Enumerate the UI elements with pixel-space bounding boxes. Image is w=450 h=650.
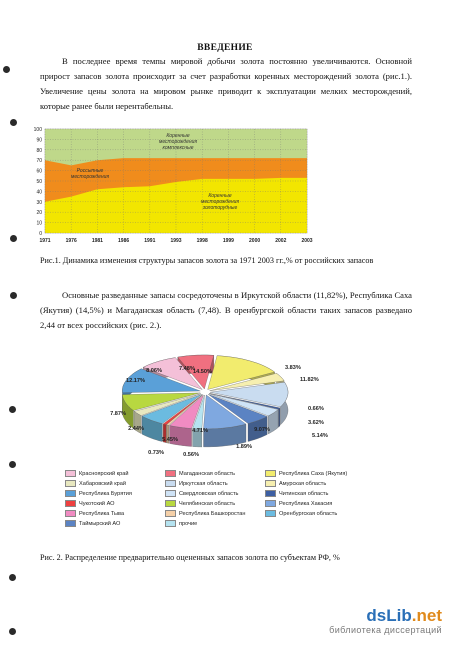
series-label-0: Коренные — [208, 193, 232, 199]
y-tick-label: 0 — [39, 231, 42, 237]
pie-data-label: 2.44% — [128, 426, 144, 432]
series-label-2: комплексные — [162, 145, 194, 151]
x-tick-label: 1971 — [39, 238, 51, 244]
pie-slice-side — [170, 426, 192, 447]
legend-label: Хабаровский край — [79, 480, 127, 487]
pie-data-label: 0.56% — [183, 452, 199, 458]
series-label-0: месторождения — [200, 199, 240, 205]
legend-swatch — [165, 470, 176, 477]
y-tick-label: 40 — [36, 189, 42, 196]
legend-label: Республика Бурятия — [79, 490, 132, 497]
pie-chart — [110, 355, 328, 458]
legend-item — [265, 470, 347, 477]
y-tick-label: 80 — [36, 147, 42, 154]
legend-item — [65, 520, 120, 527]
legend-label: Республика Саха (Якутия) — [279, 470, 348, 477]
legend-item — [265, 480, 326, 487]
watermark — [302, 606, 442, 635]
pie-data-label: 4.71% — [192, 428, 208, 434]
legend-swatch — [265, 470, 276, 477]
pie-data-label: 12.17% — [126, 378, 145, 384]
x-tick-label: 1991 — [144, 238, 156, 244]
legend-swatch — [265, 480, 276, 487]
legend-swatch — [65, 510, 76, 517]
legend-swatch — [165, 490, 176, 497]
legend-swatch — [165, 510, 176, 517]
watermark-logo-tld: .net — [411, 606, 442, 625]
legend-label: Магаданская область — [179, 470, 236, 477]
legend-label: Чукотский АО — [79, 500, 115, 507]
legend-label: Оренбургская область — [279, 510, 338, 517]
legend-item — [165, 510, 245, 517]
legend-item — [65, 470, 128, 477]
legend-swatch — [65, 490, 76, 497]
pie-data-label: 3.83% — [285, 365, 301, 371]
legend-label: Челябинская область — [179, 500, 236, 507]
legend-swatch — [165, 520, 176, 527]
series-label-1: Россыпные — [76, 168, 104, 174]
pie-data-label: 1.89% — [236, 444, 252, 450]
pie-data-label: 0.66% — [308, 406, 324, 412]
legend-item — [265, 500, 332, 507]
pie-data-label: 11.82% — [300, 377, 319, 383]
pie-data-label: 8.06% — [146, 368, 162, 374]
x-tick-label: 2002 — [275, 238, 287, 244]
legend-item — [65, 500, 115, 507]
intro-paragraph: В последнее время темпы мировой добычи золота постоянно увеличиваются. Основной прирост запасов золота происходит за счет разработки коренных месторождений золота (рис.1.). Увеличение цены золота на мировом рынке приводит к эксплуатации мелких месторождений, которые ранее были нерентабельны. — [40, 56, 412, 111]
legend-label: Читинская область — [279, 490, 329, 497]
y-tick-label: 100 — [33, 127, 42, 133]
legend-label: Красноярский край — [79, 470, 129, 477]
pie-data-label: 7.48% — [179, 366, 195, 372]
x-tick-label: 1986 — [118, 238, 130, 244]
legend-swatch — [165, 480, 176, 487]
x-tick-label: 2000 — [249, 238, 261, 244]
reserves-paragraph: Основные разведанные запасы сосредоточены в Иркутской области (11,82%), Республика Саха (Якутия) (14,5%) и Магаданская область (7,48). В оренбургской области таких запасов разведано 2,44 от всех российских (рис. 2.). — [40, 290, 412, 330]
y-tick-label: 30 — [36, 199, 42, 206]
x-tick-label: 2003 — [301, 238, 313, 244]
page-title: ВВЕДЕНИЕ — [197, 43, 253, 53]
legend-swatch — [65, 480, 76, 487]
pie-data-label: 14.50% — [193, 369, 212, 375]
series-label-2: месторождения — [158, 139, 198, 145]
legend-label: прочие — [179, 520, 198, 527]
y-tick-label: 90 — [36, 137, 42, 144]
x-tick-label: 1999 — [222, 238, 234, 244]
area-chart — [34, 127, 313, 244]
legend-item — [65, 490, 132, 497]
pie-data-label: 5.45% — [162, 437, 178, 443]
y-tick-label: 60 — [36, 168, 42, 175]
y-tick-label: 10 — [36, 220, 42, 227]
x-tick-label: 1981 — [91, 238, 103, 244]
pie-data-label: 3.62% — [308, 420, 324, 426]
series-label-1: месторождения — [70, 174, 110, 180]
legend-item — [65, 510, 124, 517]
pie-data-label: 5.14% — [312, 433, 328, 439]
pie-slice-side — [279, 408, 280, 427]
legend-swatch — [65, 520, 76, 527]
x-tick-label: 1993 — [170, 238, 182, 244]
figure-1-caption: Рис.1. Динамика изменения структуры запасов золота за 1971 2003 гг.,% от российских запасов — [40, 256, 374, 265]
x-tick-label: 1976 — [65, 238, 77, 244]
legend-label: Свердловская область — [179, 490, 239, 497]
y-tick-label: 70 — [36, 158, 42, 165]
legend-swatch — [65, 470, 76, 477]
legend-item — [265, 490, 328, 497]
legend-label: Республика Хакасия — [279, 500, 333, 507]
legend-swatch — [265, 500, 276, 507]
legend-item — [165, 490, 238, 497]
legend-label: Таймырский АО — [79, 520, 121, 527]
pie-data-label: 7.87% — [110, 411, 126, 417]
y-tick-label: 50 — [36, 179, 42, 185]
watermark-logo-main: dsLib — [366, 606, 412, 625]
watermark-logo — [302, 606, 442, 625]
watermark-subtitle: библиотека диссертаций — [329, 625, 442, 635]
legend-swatch — [165, 500, 176, 507]
legend-item — [165, 500, 235, 507]
figure-2-caption: Рис. 2. Распределение предварительно оцененных запасов золота по субъектам РФ, % — [40, 553, 340, 562]
legend-item — [265, 510, 337, 517]
legend-item — [165, 470, 235, 477]
legend-label: Амурская область — [279, 480, 327, 487]
series-label-0: золоторудные — [202, 205, 238, 211]
legend-swatch — [265, 490, 276, 497]
y-tick-label: 20 — [36, 210, 42, 217]
x-tick-label: 1998 — [196, 238, 208, 244]
legend-label: Республика Башкоростан — [179, 510, 246, 517]
legend-swatch — [265, 510, 276, 517]
pie-data-label: 9.07% — [254, 427, 270, 433]
legend-label: Республика Тыва — [79, 510, 125, 517]
legend-swatch — [65, 500, 76, 507]
legend-item — [165, 480, 228, 487]
legend-label: Иркутская область — [179, 480, 228, 487]
legend-item — [165, 520, 197, 527]
pie-data-label: 0.73% — [148, 450, 164, 456]
legend-item — [65, 480, 126, 487]
series-label-2: Коренные — [166, 133, 190, 139]
